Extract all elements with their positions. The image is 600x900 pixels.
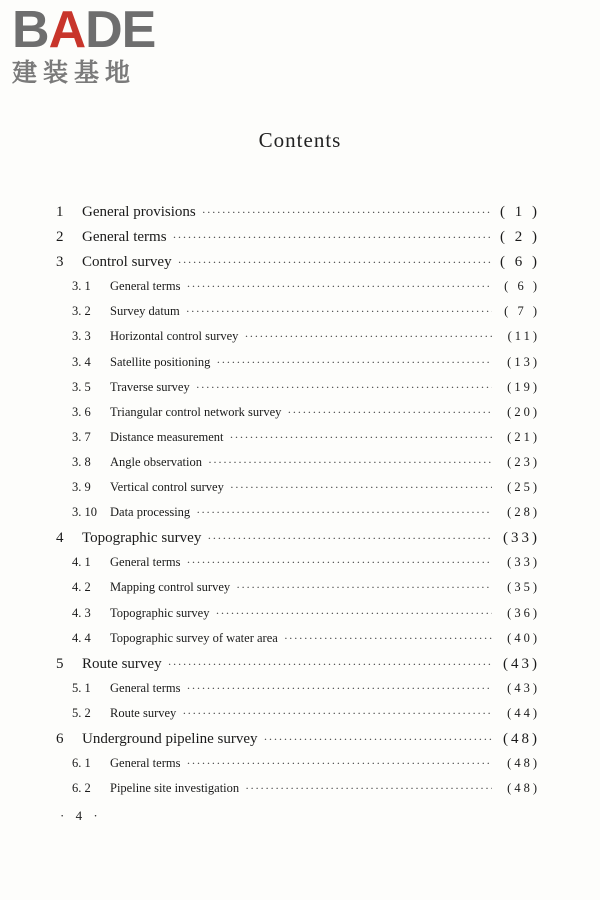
toc-entry[interactable] (56, 731, 540, 756)
toc-entry[interactable] (56, 455, 540, 480)
toc-entry-label: General provisions (82, 204, 196, 220)
toc-entry-label: Satellite positioning (110, 354, 211, 369)
toc-entry-page: (44) (507, 705, 540, 720)
toc-dot-leader (186, 279, 492, 294)
toc-entry-label: Pipeline site investigation (110, 781, 240, 796)
toc-entry-number: 4. 1 (72, 555, 91, 570)
toc-entry-page: (48) (503, 730, 540, 747)
toc-entry-number: 3. 9 (72, 480, 91, 495)
toc-entry[interactable] (56, 430, 540, 455)
toc-entry-number: 1 (56, 204, 64, 220)
toc-entry[interactable] (56, 781, 540, 806)
toc-entry-page: ( 2 ) (500, 229, 540, 246)
toc-entry-number: 3. 7 (72, 429, 91, 444)
toc-dot-leader (186, 555, 492, 570)
toc-entry-number: 5. 1 (72, 680, 91, 695)
toc-entry-label: Angle observation (110, 454, 202, 469)
toc-entry[interactable] (56, 505, 540, 530)
toc-entry-number: 3. 3 (72, 329, 91, 344)
toc-entry-number: 3. 5 (72, 379, 91, 394)
toc-entry-label: Distance measurement (110, 429, 224, 444)
toc-entry-label: Route survey (110, 705, 177, 720)
toc-entry[interactable] (56, 555, 540, 580)
toc-entry-number: 4 (56, 530, 64, 547)
toc-entry-label: Topographic survey (110, 605, 210, 620)
toc-entry-label: Topographic survey (82, 530, 202, 547)
logo-subtitle: 建装基地 (12, 58, 137, 87)
toc-entry-label: Route survey (82, 655, 162, 672)
toc-dot-leader (202, 205, 492, 220)
toc-entry-number: 3. 6 (72, 404, 91, 419)
toc-dot-leader (230, 480, 492, 495)
toc-entry-label: General terms (110, 756, 181, 771)
toc-entry[interactable] (56, 405, 540, 430)
toc-entry[interactable] (56, 530, 540, 555)
toc-entry[interactable] (56, 279, 540, 304)
toc-entry-number: 3. 1 (72, 279, 91, 294)
toc-dot-leader (186, 681, 492, 696)
toc-entry-page: ( 6 ) (504, 279, 540, 294)
toc-entry-page: (40) (507, 630, 540, 645)
toc-entry-label: Mapping control survey (110, 580, 231, 595)
toc-entry[interactable] (56, 229, 540, 254)
toc-dot-leader (173, 230, 492, 245)
toc-dot-leader (182, 706, 492, 721)
toc-entry[interactable] (56, 656, 540, 681)
toc-entry[interactable] (56, 756, 540, 781)
toc-entry-page: (33) (507, 555, 540, 570)
toc-entry-page: (48) (507, 781, 540, 796)
toc-entry-label: General terms (82, 229, 167, 246)
toc-entry-page: ( 6 ) (500, 254, 540, 271)
toc-entry-page: (36) (507, 605, 540, 620)
toc-entry-number: 6 (56, 730, 64, 747)
toc-entry-label: General terms (110, 680, 181, 695)
toc-dot-leader (207, 531, 492, 546)
toc-dot-leader (284, 631, 492, 646)
page-title: Contents (258, 128, 342, 152)
page-number: · 4 · (60, 808, 102, 823)
toc-entry-number: 3. 8 (72, 454, 91, 469)
toc-entry-number: 3 (56, 254, 64, 271)
toc-entry[interactable] (56, 254, 540, 279)
toc-entry-page: (28) (507, 505, 540, 520)
toc-entry[interactable] (56, 329, 540, 354)
toc-entry-label: Vertical control survey (110, 480, 224, 495)
toc-entry[interactable] (56, 355, 540, 380)
toc-entry[interactable] (56, 480, 540, 505)
toc-entry-page: ( 1 ) (500, 204, 540, 220)
toc-entry-label: General terms (110, 555, 181, 570)
toc-entry-number: 2 (56, 229, 64, 246)
toc-dot-leader (178, 255, 492, 270)
toc-entry[interactable] (56, 380, 540, 405)
toc-entry[interactable] (56, 204, 540, 229)
toc-dot-leader (216, 355, 492, 370)
toc-entry-page: (43) (507, 680, 540, 695)
toc-entry-number: 6. 2 (72, 781, 91, 796)
toc-dot-leader (186, 304, 492, 319)
toc-entry-number: 4. 4 (72, 630, 91, 645)
toc-dot-leader (186, 756, 492, 771)
toc-entry-page: (21) (507, 429, 540, 444)
toc-entry-page: ( 7 ) (504, 304, 540, 319)
toc-entry-number: 3. 2 (72, 304, 91, 319)
toc-entry-number: 5 (56, 655, 64, 672)
toc-entry-label: Horizontal control survey (110, 329, 239, 344)
toc-entry-label: Underground pipeline survey (82, 730, 258, 747)
toc-entry-label: Topographic survey of water area (110, 630, 278, 645)
toc-dot-leader (168, 657, 492, 672)
toc-entry-label: Triangular control network survey (110, 404, 282, 419)
toc-entry-number: 3. 10 (72, 505, 97, 520)
toc-entry[interactable] (56, 681, 540, 706)
toc-dot-leader (244, 329, 492, 344)
bade-logo (12, 1, 182, 94)
toc-dot-leader (287, 405, 492, 420)
toc-entry-page: (13) (507, 354, 540, 369)
toc-dot-leader (215, 606, 492, 621)
toc-entry-page: (19) (507, 379, 540, 394)
toc-dot-leader (245, 781, 492, 796)
toc-entry-label: Data processing (110, 505, 191, 520)
toc-entry-page: (33) (503, 530, 540, 547)
toc-entry-number: 4. 2 (72, 580, 91, 595)
toc-entry[interactable] (56, 606, 540, 631)
toc-entry-page: (48) (507, 756, 540, 771)
toc-entry-number: 4. 3 (72, 605, 91, 620)
toc-dot-leader (264, 732, 492, 747)
toc-dot-leader (236, 580, 492, 595)
logo-wordmark: BADE (12, 1, 156, 59)
toc-entry-number: 3. 4 (72, 354, 91, 369)
toc-entry-number: 5. 2 (72, 705, 91, 720)
toc-entry[interactable] (56, 706, 540, 731)
toc-dot-leader (230, 430, 493, 445)
toc-dot-leader (196, 505, 492, 520)
toc-entry-page: (11) (507, 329, 540, 344)
table-of-contents (56, 204, 540, 806)
toc-entry-page: (43) (503, 655, 540, 672)
toc-entry-label: Traverse survey (110, 379, 190, 394)
toc-entry-page: (35) (507, 580, 540, 595)
toc-dot-leader (208, 455, 492, 470)
toc-entry[interactable] (56, 580, 540, 605)
toc-entry-number: 6. 1 (72, 756, 91, 771)
toc-entry[interactable] (56, 631, 540, 656)
toc-entry-page: (25) (507, 480, 540, 495)
toc-entry-page: (20) (507, 404, 540, 419)
toc-entry-label: Control survey (82, 254, 172, 271)
toc-entry-label: General terms (110, 279, 181, 294)
toc-entry[interactable] (56, 304, 540, 329)
toc-dot-leader (196, 380, 492, 395)
toc-entry-label: Survey datum (110, 304, 180, 319)
toc-entry-page: (23) (507, 454, 540, 469)
